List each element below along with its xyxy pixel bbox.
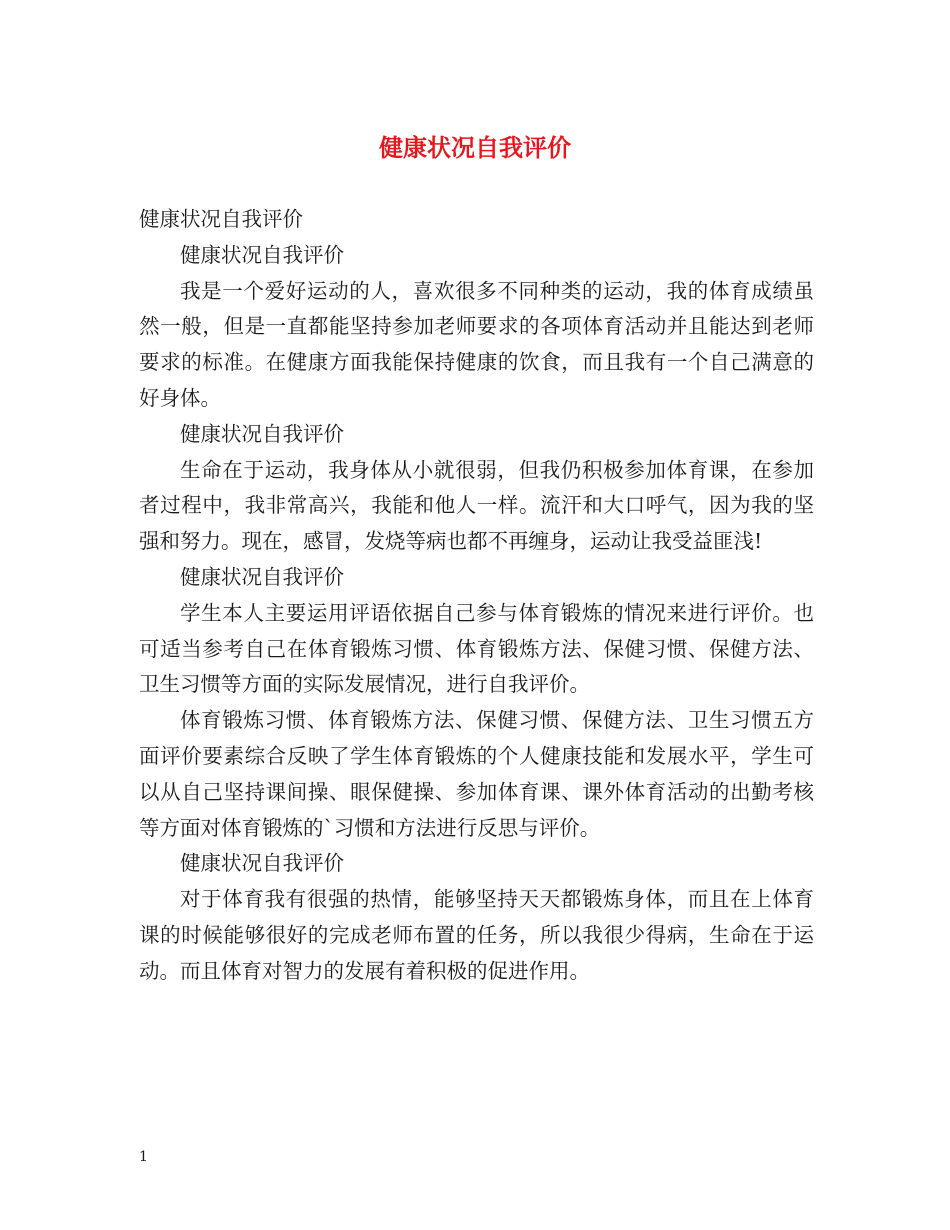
body-heading: 健康状况自我评价: [139, 207, 303, 231]
paragraph: 对于体育我有很强的热情，能够坚持天天都锻炼身体，而且在上体育课的时候能够很好的完成老师布置的任务，所以我很少得病，生命在于运动。而且体育对智力的发展有着积极的促进作用。: [139, 887, 814, 983]
section-heading: 健康状况自我评价: [180, 851, 344, 876]
document-body: [139, 202, 814, 990]
section-heading: 健康状况自我评价: [180, 421, 344, 446]
paragraph: 学生本人主要运用评语依据自己参与体育锻炼的情况来进行评价。也可适当参考自己在体育锻炼习惯、体育锻炼方法、保健习惯、保健方法、卫生习惯等方面的实际发展情况，进行自我评价。: [139, 600, 814, 697]
section-heading: 健康状况自我评价: [180, 564, 344, 589]
paragraph: 体育锻炼习惯、体育锻炼方法、保健习惯、保健方法、卫生习惯五方面评价要素综合反映了学生体育锻炼的个人健康技能和发展水平，学生可以从自己坚持课间操、眼保健操、参加体育课、课外体育活动的出勤考核等方面对体育锻炼的`习惯和方法进行反思与评价。: [139, 708, 814, 840]
section-heading: 健康状况自我评价: [180, 242, 344, 267]
document-title: 健康状况自我评价: [379, 133, 571, 162]
page-number: 1: [139, 1149, 148, 1165]
paragraph: 我是一个爱好运动的人，喜欢很多不同种类的运动，我的体育成绩虽然一般，但是一直都能坚持参加老师要求的各项体育活动并且能达到老师要求的标准。在健康方面我能保持健康的饮食，而且我有一个自己满意的好身体。: [139, 278, 814, 410]
paragraph: 生命在于运动，我身体从小就很弱，但我仍积极参加体育课，在参加者过程中，我非常高兴，我能和他人一样。流汗和大口呼气，因为我的坚强和努力。现在，感冒，发烧等病也都不再缠身，运动让我受益匪浅!: [139, 457, 814, 554]
